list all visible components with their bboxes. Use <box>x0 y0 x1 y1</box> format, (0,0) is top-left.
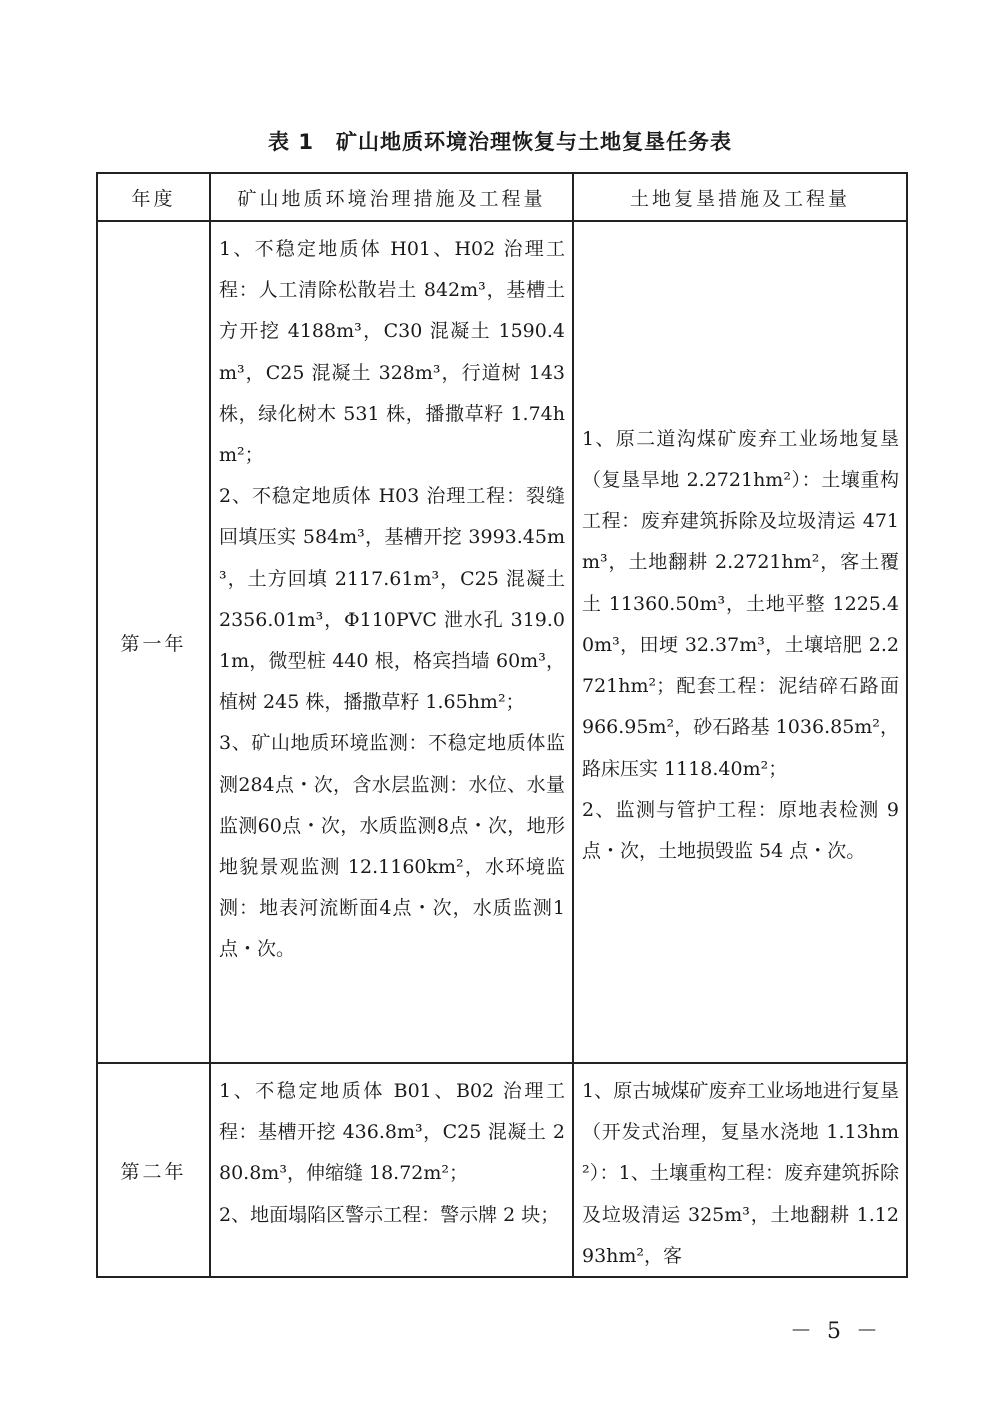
land-measure-item: 1、原二道沟煤矿废弃工业场地复垦（复垦旱地 2.2721hm²）：土壤重构工程：废弃建筑拆除及垃圾清运 471m³，土地翻耕 2.2721hm²，客土覆土 11360.50m³，土地平整 1225.40m³，田埂 32.37m³，土壤培肥 2.2721hm²；配套工程：泥结碎石路面 966.95m²，砂石路基 1036.85m²，路床压实 1118.40m²； <box>582 427 899 780</box>
geo-measure-item: 1、不稳定地质体 H01、H02 治理工程：人工清除松散岩土 842m³，基槽土方开挖 4188m³，C30 混凝土 1590.4m³，C25 混凝土 328m³，行道树 143 株，绿化树木 531 株，播撒草籽 1.74hm²； <box>219 238 565 467</box>
header-land-measures: 土地复垦措施及工程量 <box>573 173 907 221</box>
land-measures-cell <box>573 221 907 1063</box>
geo-measure-item: 2、不稳定地质体 H03 治理工程：裂缝回填压实 584m³，基槽开挖 3993.45m³，土方回填 2117.61m³，C25 混凝土 2356.01m³，Φ110PVC 泄水孔 319.01m，微型桩 440 根，格宾挡墙 60m³，植树 245 株，播撒草籽 1.65hm²； <box>219 485 565 714</box>
header-year: 年度 <box>97 173 210 221</box>
year-cell: 第一年 <box>97 221 210 1063</box>
geo-measure-item: 3、矿山地质环境监测：不稳定地质体监测284点・次，含水层监测：水位、水量监测60点・次，水质监测8点・次，地形地貌景观监测 12.1160km²，水环境监测：地表河流断面4点・次，水质监测1点・次。 <box>219 732 565 961</box>
table-row <box>97 221 907 1063</box>
header-row <box>97 173 907 221</box>
year-cell: 第二年 <box>97 1063 210 1277</box>
task-table <box>96 172 908 1278</box>
table-row <box>97 1063 907 1277</box>
land-measures-cell <box>573 1063 907 1277</box>
land-measure-item: 2、监测与管护工程：原地表检测 9 点・次，土地损毁监 54 点・次。 <box>582 798 899 862</box>
header-geo-measures: 矿山地质环境治理措施及工程量 <box>210 173 573 221</box>
geo-measure-item: 2、地面塌陷区警示工程：警示牌 2 块； <box>219 1203 560 1226</box>
table-title: 表 1 矿山地质环境治理恢复与土地复垦任务表 <box>268 130 732 154</box>
geo-measures-cell <box>210 221 573 1063</box>
page-number: － 5 － <box>790 1319 882 1344</box>
geo-measures-cell <box>210 1063 573 1277</box>
geo-measure-item: 1、不稳定地质体 B01、B02 治理工程：基槽开挖 436.8m³，C25 混凝土 280.8m³，伸缩缝 18.72m²； <box>219 1080 565 1185</box>
land-measure-item: 1、原古城煤矿废弃工业场地进行复垦（开发式治理，复垦水浇地 1.13hm²）：1、土壤重构工程：废弃建筑拆除及垃圾清运 325m³，土地翻耕 1.1293hm²，客 <box>582 1080 899 1267</box>
